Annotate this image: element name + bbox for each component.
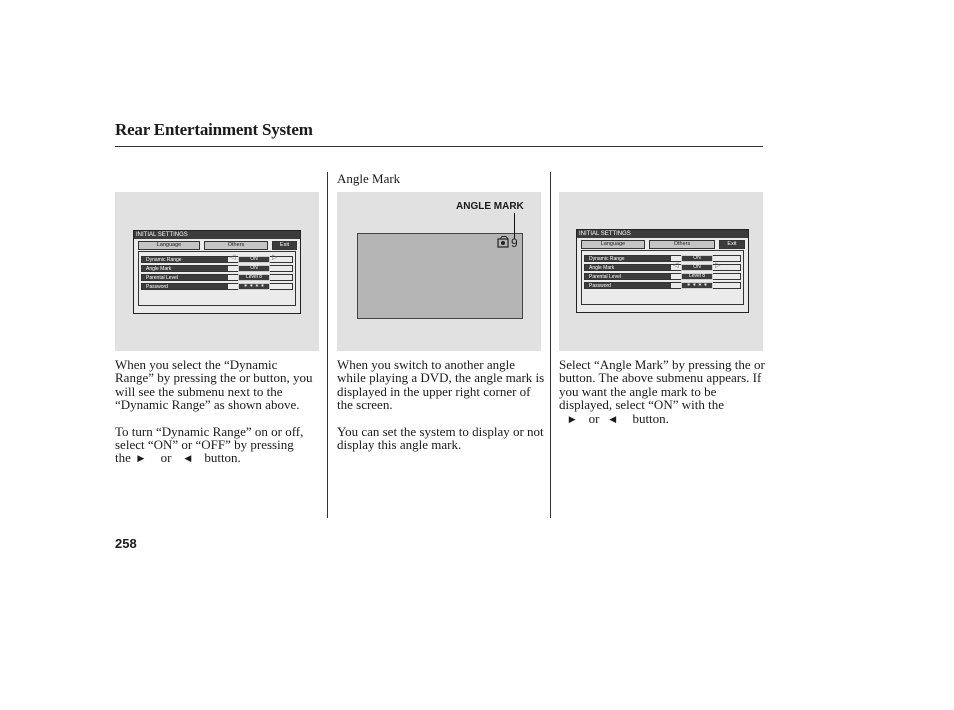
tab-others: Others (649, 240, 715, 249)
setting-row (141, 274, 293, 281)
settings-screen (576, 229, 749, 313)
setting-value: ON (681, 255, 713, 262)
setting-row (141, 265, 293, 272)
page-title: Rear Entertainment System (115, 120, 313, 139)
setting-row (141, 256, 293, 263)
setting-label: Angle Mark (585, 265, 671, 270)
tab-exit: Exit (719, 240, 745, 249)
settings-list (138, 251, 296, 306)
paragraph (115, 425, 319, 467)
left-arrow-icon: ◁ (673, 262, 679, 269)
column-3-text (559, 358, 765, 440)
left-arrow-icon: ◁ (230, 254, 236, 261)
screen-title: INITIAL SETTINGS (134, 231, 300, 239)
setting-row (584, 264, 741, 271)
setting-label: Parental Level (142, 275, 228, 280)
tab-language: Language (581, 240, 645, 249)
left-arrow-icon: ◀ (609, 413, 617, 424)
setting-label: Dynamic Range (142, 257, 228, 262)
settings-screen (133, 230, 301, 314)
text-span: button. (204, 450, 241, 466)
setting-value: ON (681, 264, 713, 271)
page-number: 258 (115, 536, 137, 551)
setting-row (584, 282, 741, 289)
paragraph: When you switch to another angle while playing a DVD, the angle mark is displayed in the upper right corner of the screen. (337, 357, 545, 413)
setting-row (584, 273, 741, 280)
right-arrow-icon: ▷ (715, 262, 721, 269)
text-span: or (588, 410, 600, 426)
angle-mark-label: ANGLE MARK (456, 201, 524, 212)
right-arrow-icon: ▶ (568, 413, 576, 424)
figure-panel-3 (559, 192, 763, 351)
paragraph (559, 358, 765, 427)
column-2-text (337, 358, 545, 464)
setting-value: Level 8 (681, 273, 713, 280)
setting-row (584, 255, 741, 262)
column-divider-1 (327, 172, 328, 518)
paragraph: You can set the system to display or not display this angle mark. (337, 423, 544, 453)
paragraph: When you select the “Dynamic Range” by pressing the or button, you will see the submenu next to the “Dynamic Range” as shown above. (115, 357, 313, 413)
column-1-text (115, 358, 319, 480)
setting-label: Angle Mark (142, 266, 228, 271)
text-span: To turn “Dynamic Range” on or off, select “ON” or “OFF” by pressing the (115, 423, 304, 466)
column-divider-2 (550, 172, 551, 518)
angle-number: 9 (511, 236, 518, 250)
setting-row (141, 283, 293, 290)
camera-angle-icon (497, 236, 511, 248)
setting-label: Parental Level (585, 274, 671, 279)
setting-label: Password (585, 283, 671, 288)
screen-title: INITIAL SETTINGS (577, 230, 748, 238)
figure-caption: Angle Mark (337, 171, 401, 186)
setting-label: Dynamic Range (585, 256, 671, 261)
title-divider (115, 146, 763, 147)
text-span: or (160, 450, 172, 466)
tab-exit: Exit (272, 241, 297, 250)
right-arrow-icon: ▶ (137, 453, 145, 464)
setting-value: ∗ ∗ ∗ ∗ (681, 282, 713, 289)
angle-mark-indicator (497, 236, 518, 250)
text-span: Select “Angle Mark” by pressing the or button. The above submenu appears. If you want the angle mark to be displayed, select “ON” with the (559, 357, 765, 413)
tab-others: Others (204, 241, 268, 250)
text-span: button. (632, 410, 669, 426)
setting-value: Level 8 (238, 274, 270, 281)
left-arrow-icon: ◀ (184, 453, 192, 464)
tab-language: Language (138, 241, 200, 250)
right-arrow-icon: ▷ (272, 254, 278, 261)
settings-list (581, 250, 744, 305)
setting-value: ON (238, 265, 270, 272)
figure-panel-1 (115, 192, 319, 351)
setting-value: ON (238, 256, 270, 263)
setting-value: ∗ ∗ ∗ ∗ (238, 283, 270, 290)
setting-label: Password (142, 284, 228, 289)
